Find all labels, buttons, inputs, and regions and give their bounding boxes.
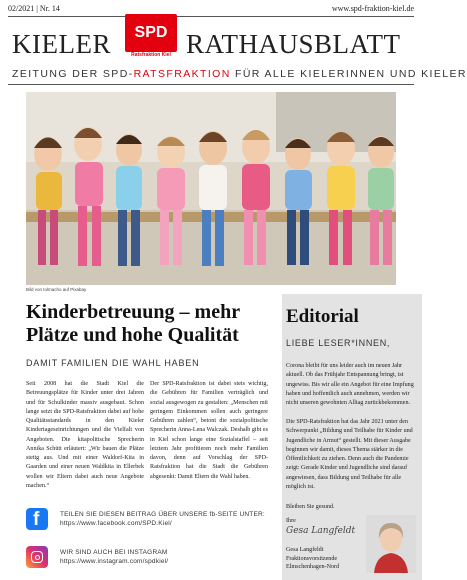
instagram-text: WIR SIND AUCH BEI INSTAGRAM: [60, 549, 168, 556]
instagram-share[interactable]: [26, 544, 278, 574]
facebook-icon[interactable]: f: [26, 508, 48, 530]
issue-bar: [8, 4, 414, 16]
issue-number: 02/2021 | Nr. 14: [8, 4, 60, 13]
editorial-signature: Gesa Langfeldt: [286, 526, 356, 536]
editorial-paragraph-1: Corona bleibt für uns leider auch im neuen Jahr aktuell. Ob das Frühjahr Entspannung bringt, ist ungewiss. Bis wir alle ein Angebot für eine Impfung haben und hoffentlich auch annehmen, werden wir nicht unseren gewohnten Alltag zurückbekommen.: [286, 363, 414, 406]
article-column-1: Seit 2008 hat die Stadt Kiel die Betreuungsplätze für Kinder unter drei Jahren und für Schulkinder massiv ausgebaut. Schon lange setzt die SPD-Ratsfraktion dabei auf hohe Qualitätsstandards in den Kieler Kindertageseinrichtungen und die Vielfalt von Angeboten. Die kitapolitische Sprecherin Annika Schütt erläutert: „Wir bauen die Plätze stetig aus. Und mit einer Waldorf-Kita in Gaarden und einer neuen Waldkita in Ellerbek wollen wir Eltern dabei auch neue Angebote machen.“: [26, 381, 144, 489]
website-url[interactable]: www.spd-fraktion-kiel.de: [331, 4, 414, 13]
children-photo: [26, 92, 396, 285]
masthead-tagline: [12, 68, 467, 80]
author-role: Fraktionsvorsitzende: [286, 555, 338, 562]
masthead-rathausblatt: RATHAUSBLATT: [186, 29, 401, 59]
instagram-link[interactable]: https://www.instagram.com/spdkiel/: [60, 558, 169, 565]
article-column-2: Der SPD-Ratsfraktion ist dabei stets wichtig, die Gebühren für Familien verträglich und sozial ausgewogen zu gestalten: „Menschen mit geringem Einkommen sollen auch geringere Gebühren zahlen“, betont die sozialpolitische Sprecherin Anna-Lena Walczak. Deshalb gibt es in Kiel schon lange eine Sozialstaffel – seit letztem Jahr profitieren noch mehr Familien davon, denn auf Vorschlag der SPD-Ratsfraktion hat die Stadt die Gebühren abgesenkt: Damit Eltern die Wahl haben.: [150, 381, 268, 480]
editorial-paragraph-2: Die SPD-Ratsfraktion hat das Jahr 2021 unter den Schwerpunkt „Bildung und Teilhabe für Kinder und Jugendliche in Armut“ gestellt. Mit dieser Ausgabe beginnen wir damit, dieses Thema stärker in die Öffentlichkeit zu ziehen. Denn auch die Pandemie zeigt: Gerade Kinder und Jugendliche sind darauf angewiesen, dass Bildung und Teilhabe für alle möglich ist.: [286, 419, 413, 490]
facebook-link[interactable]: https://www.facebook.com/SPD.Kiel/: [60, 520, 172, 527]
article-subhead: DAMIT FAMILIEN DIE WAHL HABEN: [26, 358, 200, 368]
article-headline: Kinderbetreuung – mehr Plätze und hohe Qualität: [26, 301, 240, 346]
editorial-closing: Bleiben Sie gesund.: [286, 504, 335, 510]
tagline-part-1: ZEITUNG DER SPD-: [12, 68, 134, 80]
facebook-share[interactable]: [26, 506, 278, 536]
photo-caption: Bild von tolmacho auf Pixabay: [26, 287, 87, 292]
editorial-title: Editorial: [286, 306, 359, 327]
spd-logo-box: [125, 14, 177, 52]
facebook-share-text: TEILEN SIE DIESEN BEITRAG ÜBER UNSERE fb-SEITE UNTER:: [60, 511, 265, 518]
children-photo-illustration: [26, 92, 396, 285]
author-name: Gesa Langfeldt: [286, 547, 324, 553]
masthead-kieler: KIELER: [12, 29, 111, 59]
author-portrait-illustration: [366, 515, 416, 573]
editorial-ihre: Ihre: [286, 518, 296, 524]
masthead-divider: [8, 84, 414, 85]
instagram-icon[interactable]: [26, 546, 48, 568]
editorial-author: [286, 546, 366, 572]
spd-logo: [123, 14, 179, 58]
tagline-part-3: FÜR ALLE KIELERINNEN UND KIELER: [230, 68, 467, 80]
tagline-part-2: RATSFRAKTION: [133, 68, 231, 80]
top-divider: [8, 16, 414, 17]
spd-logo-text: SPD: [134, 24, 168, 41]
author-portrait: [366, 515, 416, 573]
spd-logo-subtitle: Ratsfraktion Kiel: [131, 52, 171, 58]
editorial-subtitle: LIEBE LESER*INNEN,: [286, 338, 391, 348]
author-district: Elmschenhagen-Nord: [286, 564, 340, 571]
